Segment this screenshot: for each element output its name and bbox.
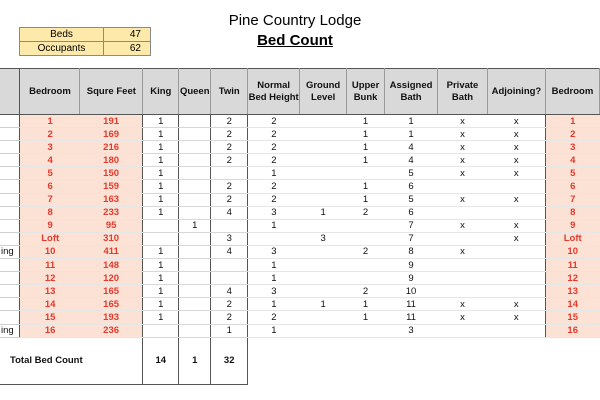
cell-private[interactable]: x: [438, 311, 488, 324]
cell-bedroom[interactable]: 7: [20, 193, 80, 206]
cell-label[interactable]: [0, 154, 20, 167]
cell-upper[interactable]: 1: [347, 311, 385, 324]
cell-normal[interactable]: 3: [248, 206, 300, 219]
cell-bedroom[interactable]: 2: [20, 128, 80, 141]
cell-assigned[interactable]: 11: [385, 298, 438, 311]
cell-normal[interactable]: 3: [248, 285, 300, 298]
cell-queen[interactable]: [179, 128, 211, 141]
table-row: [0, 324, 600, 337]
beds-value[interactable]: 47: [104, 28, 151, 42]
cell-queen[interactable]: [179, 311, 211, 324]
total-empty: [248, 337, 600, 384]
cell-bedroom2[interactable]: 15: [545, 311, 599, 324]
cell-adjoining[interactable]: [487, 180, 545, 193]
header-assigned-bath[interactable]: Assigned Bath: [385, 69, 438, 115]
occupants-value[interactable]: 62: [104, 42, 151, 56]
cell-label[interactable]: [0, 206, 20, 219]
cell-private[interactable]: x: [438, 115, 488, 128]
table-row: [0, 245, 600, 258]
cell-bedroom2[interactable]: 2: [545, 128, 599, 141]
total-row: [0, 337, 600, 384]
cell-king[interactable]: [143, 324, 179, 337]
header-private-bath[interactable]: Private Bath: [438, 69, 488, 115]
cell-queen[interactable]: [179, 259, 211, 272]
cell-upper[interactable]: 1: [347, 193, 385, 206]
cell-ground[interactable]: [300, 324, 347, 337]
cell-normal[interactable]: 2: [248, 141, 300, 154]
cell-sqft[interactable]: 95: [80, 219, 143, 232]
cell-adjoining[interactable]: [487, 285, 545, 298]
cell-sqft[interactable]: 411: [80, 245, 143, 258]
cell-adjoining[interactable]: x: [487, 115, 545, 128]
cell-ground[interactable]: [300, 193, 347, 206]
cell-private[interactable]: [438, 259, 488, 272]
cell-upper[interactable]: 1: [347, 154, 385, 167]
cell-sqft[interactable]: 180: [80, 154, 143, 167]
cell-adjoining[interactable]: [487, 324, 545, 337]
cell-private[interactable]: x: [438, 298, 488, 311]
cell-king[interactable]: 1: [143, 193, 179, 206]
cell-normal[interactable]: 2: [248, 193, 300, 206]
cell-bedroom2[interactable]: 13: [545, 285, 599, 298]
cell-label[interactable]: [0, 285, 20, 298]
cell-bedroom2[interactable]: 8: [545, 206, 599, 219]
cell-upper[interactable]: [347, 324, 385, 337]
cell-normal[interactable]: 2: [248, 311, 300, 324]
cell-ground[interactable]: [300, 154, 347, 167]
cell-private[interactable]: [438, 272, 488, 285]
cell-upper[interactable]: [347, 272, 385, 285]
table-row: [0, 311, 600, 324]
cell-label[interactable]: [0, 128, 20, 141]
total-twin[interactable]: 32: [211, 337, 248, 384]
cell-queen[interactable]: [179, 206, 211, 219]
cell-twin[interactable]: [211, 259, 248, 272]
cell-ground[interactable]: [300, 219, 347, 232]
cell-bedroom2[interactable]: 16: [545, 324, 599, 337]
cell-sqft[interactable]: 191: [80, 115, 143, 128]
cell-king[interactable]: 1: [143, 285, 179, 298]
cell-upper[interactable]: 2: [347, 285, 385, 298]
table-row: [0, 298, 600, 311]
cell-normal[interactable]: 2: [248, 128, 300, 141]
table-row: [0, 167, 600, 180]
cell-adjoining[interactable]: x: [487, 311, 545, 324]
cell-ground[interactable]: [300, 141, 347, 154]
cell-queen[interactable]: [179, 272, 211, 285]
cell-king[interactable]: 1: [143, 154, 179, 167]
cell-upper[interactable]: 1: [347, 298, 385, 311]
cell-bedroom2[interactable]: 1: [545, 115, 599, 128]
cell-sqft[interactable]: 216: [80, 141, 143, 154]
cell-private[interactable]: x: [438, 193, 488, 206]
cell-label[interactable]: ing: [0, 245, 20, 258]
cell-bedroom[interactable]: 3: [20, 141, 80, 154]
cell-adjoining[interactable]: x: [487, 193, 545, 206]
cell-queen[interactable]: [179, 154, 211, 167]
header-ground-level[interactable]: Ground Level: [300, 69, 347, 115]
cell-assigned[interactable]: 10: [385, 285, 438, 298]
header-cell-label[interactable]: [0, 69, 20, 115]
cell-adjoining[interactable]: x: [487, 167, 545, 180]
cell-twin[interactable]: 2: [211, 180, 248, 193]
total-label[interactable]: Total Bed Count: [0, 337, 143, 384]
cell-sqft[interactable]: 310: [80, 232, 143, 245]
cell-bedroom[interactable]: 11: [20, 259, 80, 272]
cell-twin[interactable]: 4: [211, 206, 248, 219]
cell-label[interactable]: [0, 232, 20, 245]
cell-assigned[interactable]: 1: [385, 115, 438, 128]
cell-label[interactable]: [0, 141, 20, 154]
cell-king[interactable]: 1: [143, 272, 179, 285]
cell-bedroom[interactable]: 1: [20, 115, 80, 128]
cell-private[interactable]: [438, 180, 488, 193]
cell-ground[interactable]: [300, 115, 347, 128]
cell-upper[interactable]: [347, 167, 385, 180]
cell-label[interactable]: [0, 259, 20, 272]
cell-twin[interactable]: 3: [211, 232, 248, 245]
cell-king[interactable]: 1: [143, 128, 179, 141]
cell-assigned[interactable]: 5: [385, 193, 438, 206]
table-row: [0, 206, 600, 219]
cell-assigned[interactable]: 6: [385, 180, 438, 193]
cell-label[interactable]: [0, 298, 20, 311]
cell-ground[interactable]: [300, 285, 347, 298]
header-adjoining[interactable]: Adjoining?: [487, 69, 545, 115]
cell-bedroom[interactable]: 16: [20, 324, 80, 337]
cell-assigned[interactable]: 7: [385, 232, 438, 245]
cell-ground[interactable]: [300, 128, 347, 141]
header-twin[interactable]: Twin: [211, 69, 248, 115]
header-row: [0, 69, 600, 115]
cell-king[interactable]: 1: [143, 141, 179, 154]
bed-count-table: [0, 68, 600, 385]
cell-normal[interactable]: 1: [248, 298, 300, 311]
cell-normal[interactable]: 1: [248, 219, 300, 232]
cell-sqft[interactable]: 165: [80, 285, 143, 298]
cell-ground[interactable]: [300, 167, 347, 180]
cell-bedroom[interactable]: 10: [20, 245, 80, 258]
cell-king[interactable]: 1: [143, 167, 179, 180]
table-row: [0, 232, 600, 245]
cell-twin[interactable]: 2: [211, 193, 248, 206]
page-subtitle[interactable]: Bed Count: [257, 32, 333, 49]
cell-bedroom2[interactable]: 3: [545, 141, 599, 154]
cell-twin[interactable]: [211, 167, 248, 180]
cell-twin[interactable]: [211, 272, 248, 285]
header-upper-bunk[interactable]: Upper Bunk: [347, 69, 385, 115]
cell-normal[interactable]: 3: [248, 245, 300, 258]
cell-bedroom2[interactable]: 10: [545, 245, 599, 258]
occupants-label[interactable]: Occupants: [20, 42, 104, 56]
cell-queen[interactable]: [179, 115, 211, 128]
table-row: [0, 193, 600, 206]
cell-assigned[interactable]: 4: [385, 141, 438, 154]
cell-twin[interactable]: 2: [211, 128, 248, 141]
cell-ground[interactable]: 1: [300, 298, 347, 311]
cell-upper[interactable]: [347, 259, 385, 272]
cell-upper[interactable]: 1: [347, 141, 385, 154]
cell-ground[interactable]: [300, 311, 347, 324]
cell-upper[interactable]: 2: [347, 245, 385, 258]
cell-upper[interactable]: 1: [347, 115, 385, 128]
cell-sqft[interactable]: 120: [80, 272, 143, 285]
cell-label[interactable]: ing: [0, 324, 20, 337]
cell-twin[interactable]: 2: [211, 311, 248, 324]
summary-box: [19, 27, 151, 56]
cell-upper[interactable]: 2: [347, 206, 385, 219]
table-row: [0, 259, 600, 272]
cell-assigned[interactable]: 11: [385, 311, 438, 324]
cell-queen[interactable]: [179, 193, 211, 206]
cell-bedroom[interactable]: 5: [20, 167, 80, 180]
cell-normal[interactable]: 1: [248, 259, 300, 272]
cell-assigned[interactable]: 9: [385, 259, 438, 272]
cell-twin[interactable]: 2: [211, 115, 248, 128]
cell-bedroom2[interactable]: 9: [545, 219, 599, 232]
cell-bedroom[interactable]: 13: [20, 285, 80, 298]
cell-ground[interactable]: [300, 180, 347, 193]
table-row: [0, 128, 600, 141]
cell-twin[interactable]: 4: [211, 245, 248, 258]
table-row: [0, 272, 600, 285]
cell-private[interactable]: x: [438, 219, 488, 232]
cell-queen[interactable]: 1: [179, 219, 211, 232]
cell-king[interactable]: 1: [143, 206, 179, 219]
cell-upper[interactable]: [347, 232, 385, 245]
cell-ground[interactable]: [300, 272, 347, 285]
cell-twin[interactable]: 2: [211, 141, 248, 154]
cell-queen[interactable]: [179, 324, 211, 337]
cell-bedroom2[interactable]: 11: [545, 259, 599, 272]
cell-normal[interactable]: 1: [248, 167, 300, 180]
cell-twin[interactable]: 2: [211, 154, 248, 167]
cell-queen[interactable]: [179, 245, 211, 258]
cell-label[interactable]: [0, 115, 20, 128]
cell-label[interactable]: [0, 311, 20, 324]
cell-normal[interactable]: [248, 232, 300, 245]
cell-private[interactable]: x: [438, 128, 488, 141]
cell-assigned[interactable]: 6: [385, 206, 438, 219]
cell-sqft[interactable]: 236: [80, 324, 143, 337]
cell-king[interactable]: [143, 219, 179, 232]
cell-adjoining[interactable]: [487, 259, 545, 272]
cell-private[interactable]: x: [438, 167, 488, 180]
cell-twin[interactable]: [211, 219, 248, 232]
cell-normal[interactable]: 1: [248, 324, 300, 337]
cell-sqft[interactable]: 148: [80, 259, 143, 272]
cell-label[interactable]: [0, 180, 20, 193]
cell-king[interactable]: 1: [143, 311, 179, 324]
cell-assigned[interactable]: 9: [385, 272, 438, 285]
cell-bedroom2[interactable]: 5: [545, 167, 599, 180]
table-row: [0, 180, 600, 193]
cell-bedroom[interactable]: 12: [20, 272, 80, 285]
cell-assigned[interactable]: 1: [385, 128, 438, 141]
cell-twin[interactable]: 2: [211, 298, 248, 311]
table-row: [0, 285, 600, 298]
cell-adjoining[interactable]: x: [487, 219, 545, 232]
header-king[interactable]: King: [143, 69, 179, 115]
cell-assigned[interactable]: 5: [385, 167, 438, 180]
cell-assigned[interactable]: 3: [385, 324, 438, 337]
cell-adjoining[interactable]: x: [487, 298, 545, 311]
cell-normal[interactable]: 1: [248, 272, 300, 285]
cell-upper[interactable]: 1: [347, 180, 385, 193]
cell-bedroom2[interactable]: 6: [545, 180, 599, 193]
cell-normal[interactable]: 2: [248, 115, 300, 128]
table-row: [0, 219, 600, 232]
cell-king[interactable]: 1: [143, 259, 179, 272]
header-bedroom[interactable]: Bedroom: [20, 69, 80, 115]
cell-private[interactable]: [438, 206, 488, 219]
cell-sqft[interactable]: 165: [80, 298, 143, 311]
cell-sqft[interactable]: 233: [80, 206, 143, 219]
cell-king[interactable]: [143, 232, 179, 245]
cell-king[interactable]: 1: [143, 245, 179, 258]
cell-assigned[interactable]: 8: [385, 245, 438, 258]
cell-queen[interactable]: [179, 180, 211, 193]
total-king[interactable]: 14: [143, 337, 179, 384]
cell-bedroom[interactable]: 4: [20, 154, 80, 167]
cell-upper[interactable]: 1: [347, 128, 385, 141]
cell-bedroom2[interactable]: 12: [545, 272, 599, 285]
cell-twin[interactable]: 1: [211, 324, 248, 337]
cell-sqft[interactable]: 169: [80, 128, 143, 141]
cell-normal[interactable]: 2: [248, 154, 300, 167]
cell-adjoining[interactable]: x: [487, 141, 545, 154]
cell-bedroom[interactable]: 8: [20, 206, 80, 219]
header-normal-bed-height[interactable]: Normal Bed Height: [248, 69, 300, 115]
cell-label[interactable]: [0, 272, 20, 285]
cell-queen[interactable]: [179, 285, 211, 298]
cell-ground[interactable]: [300, 245, 347, 258]
page-title[interactable]: Pine Country Lodge: [228, 12, 362, 29]
cell-bedroom[interactable]: 14: [20, 298, 80, 311]
table-row: [0, 115, 600, 128]
cell-label[interactable]: [0, 219, 20, 232]
cell-adjoining[interactable]: x: [487, 154, 545, 167]
header-sqft[interactable]: Squre Feet: [80, 69, 143, 115]
header-bedroom-right[interactable]: Bedroom: [545, 69, 599, 115]
cell-queen[interactable]: [179, 141, 211, 154]
cell-bedroom[interactable]: 15: [20, 311, 80, 324]
cell-queen[interactable]: [179, 232, 211, 245]
cell-ground[interactable]: [300, 259, 347, 272]
cell-assigned[interactable]: 4: [385, 154, 438, 167]
cell-private[interactable]: [438, 285, 488, 298]
cell-king[interactable]: 1: [143, 298, 179, 311]
cell-private[interactable]: [438, 232, 488, 245]
cell-private[interactable]: x: [438, 245, 488, 258]
header-queen[interactable]: Queen: [179, 69, 211, 115]
cell-label[interactable]: [0, 167, 20, 180]
cell-assigned[interactable]: 7: [385, 219, 438, 232]
cell-twin[interactable]: 4: [211, 285, 248, 298]
cell-bedroom[interactable]: 9: [20, 219, 80, 232]
cell-adjoining[interactable]: [487, 206, 545, 219]
cell-queen[interactable]: [179, 298, 211, 311]
cell-bedroom2[interactable]: 7: [545, 193, 599, 206]
cell-sqft[interactable]: 163: [80, 193, 143, 206]
table-row: [0, 141, 600, 154]
cell-private[interactable]: [438, 324, 488, 337]
cell-sqft[interactable]: 150: [80, 167, 143, 180]
cell-bedroom2[interactable]: 14: [545, 298, 599, 311]
cell-sqft[interactable]: 193: [80, 311, 143, 324]
cell-ground[interactable]: 3: [300, 232, 347, 245]
cell-adjoining[interactable]: x: [487, 232, 545, 245]
table-row: [0, 154, 600, 167]
cell-private[interactable]: x: [438, 154, 488, 167]
cell-private[interactable]: x: [438, 141, 488, 154]
cell-normal[interactable]: 2: [248, 180, 300, 193]
cell-bedroom[interactable]: 6: [20, 180, 80, 193]
cell-bedroom[interactable]: Loft: [20, 232, 80, 245]
cell-king[interactable]: 1: [143, 115, 179, 128]
beds-label[interactable]: Beds: [20, 28, 104, 42]
cell-upper[interactable]: [347, 219, 385, 232]
cell-adjoining[interactable]: x: [487, 128, 545, 141]
cell-sqft[interactable]: 159: [80, 180, 143, 193]
cell-ground[interactable]: 1: [300, 206, 347, 219]
cell-label[interactable]: [0, 193, 20, 206]
total-queen[interactable]: 1: [179, 337, 211, 384]
cell-bedroom2[interactable]: Loft: [545, 232, 599, 245]
cell-adjoining[interactable]: [487, 245, 545, 258]
cell-queen[interactable]: [179, 167, 211, 180]
cell-bedroom2[interactable]: 4: [545, 154, 599, 167]
cell-adjoining[interactable]: [487, 272, 545, 285]
cell-king[interactable]: 1: [143, 180, 179, 193]
